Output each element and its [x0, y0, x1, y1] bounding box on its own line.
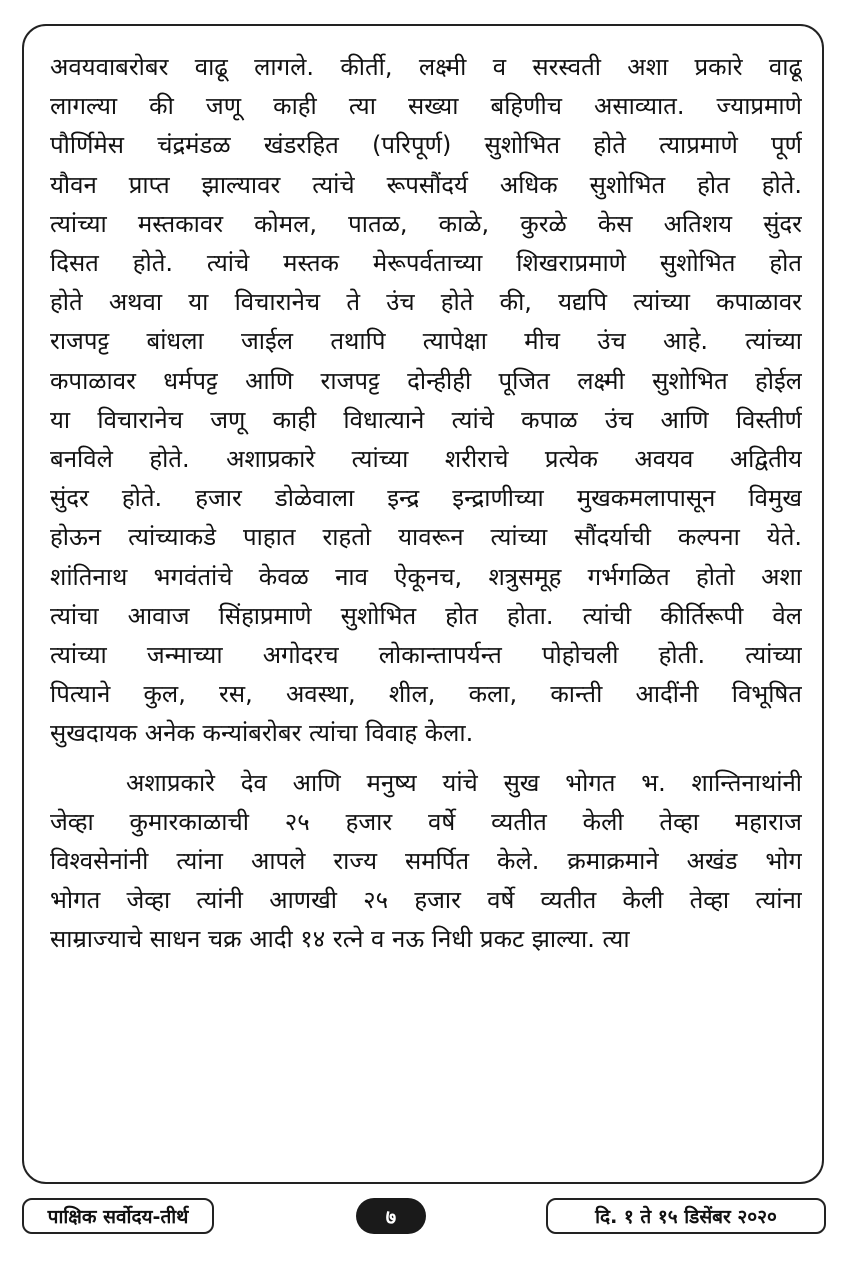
paragraph-1: [50, 48, 802, 754]
publication-name: पाक्षिक सर्वोदय-तीर्थ: [22, 1198, 214, 1234]
text-line: या विचारानेच जणू काही विधात्याने त्यांचे कपाळ उंच आणि विस्तीर्ण: [50, 405, 802, 434]
text-line: शांतिनाथ भगवंतांचे केवळ नाव ऐकूनच, शत्रुसमूह गर्भगळित होतो अशा: [50, 562, 802, 591]
text-line: त्यांच्या मस्तकावर कोमल, पातळ, काळे, कुरळे केस अतिशय सुंदर: [50, 209, 802, 238]
text-line: होते अथवा या विचारानेच ते उंच होते की, यद्यपि त्यांच्या कपाळावर: [50, 288, 802, 317]
body-text: [50, 48, 802, 960]
text-line: लागल्या की जणू काही त्या सख्या बहिणीच असाव्यात. ज्याप्रमाणे: [50, 92, 802, 121]
text-line: यौवन प्राप्त झाल्यावर त्यांचे रूपसौंदर्य अधिक सुशोभित होत होते.: [50, 170, 802, 199]
text-line: होऊन त्यांच्याकडे पाहात राहतो यावरून त्यांच्या सौंदर्याची कल्पना येते.: [50, 523, 802, 552]
text-line: सुंदर होते. हजार डोळेवाला इन्द्र इन्द्राणीच्या मुखकमलापासून विमुख: [50, 484, 802, 513]
text-line: अशाप्रकारे देव आणि मनुष्य यांचे सुख भोगत भ. शान्तिनाथांनी: [126, 768, 802, 797]
text-line: कपाळावर धर्मपट्ट आणि राजपट्ट दोन्हीही पूजित लक्ष्मी सुशोभित होईल: [50, 366, 802, 395]
text-line: भोगत जेव्हा त्यांनी आणखी २५ हजार वर्षे व्यतीत केली तेव्हा त्यांना: [50, 886, 802, 915]
page-footer: [0, 1198, 850, 1236]
text-line: त्यांच्या जन्माच्या अगोदरच लोकान्तापर्यन्त पोहोचली होती. त्यांच्या: [50, 641, 802, 670]
text-line: त्यांचा आवाज सिंहाप्रमाणे सुशोभित होत होता. त्यांची कीर्तिरूपी वेल: [50, 601, 802, 630]
text-line: विश्वसेनांनी त्यांना आपले राज्य समर्पित केले. क्रमाक्रमाने अखंड भोग: [50, 847, 802, 876]
text-line: बनविले होते. अशाप्रकारे त्यांच्या शरीराचे प्रत्येक अवयव अद्वितीय: [50, 445, 802, 474]
text-line: अवयवाबरोबर वाढू लागले. कीर्ती, लक्ष्मी व सरस्वती अशा प्रकारे वाढू: [50, 53, 802, 81]
text-line: पित्याने कुल, रस, अवस्था, शील, कला, कान्ती आदींनी विभूषित: [50, 680, 802, 709]
page-number-badge: ७: [356, 1198, 426, 1234]
issue-date: दि. १ ते १५ डिसेंबर २०२०: [546, 1198, 826, 1234]
text-line: जेव्हा कुमारकाळाची २५ हजार वर्षे व्यतीत केली तेव्हा महाराज: [50, 807, 802, 836]
text-line: साम्राज्याचे साधन चक्र आदी १४ रत्ने व नऊ निधी प्रकट झाल्या. त्या: [50, 925, 630, 954]
text-line: दिसत होते. त्यांचे मस्तक मेरूपर्वताच्या शिखराप्रमाणे सुशोभित होत: [50, 249, 802, 278]
text-line: राजपट्ट बांधला जाईल तथापि त्यापेक्षा मीच उंच आहे. त्यांच्या: [50, 327, 802, 356]
text-line: सुखदायक अनेक कन्यांबरोबर त्यांचा विवाह केला.: [50, 719, 474, 748]
paragraph-2: [50, 764, 802, 960]
text-line: पौर्णिमेस चंद्रमंडळ खंडरहित (परिपूर्ण) सुशोभित होते त्याप्रमाणे पूर्ण: [50, 131, 802, 160]
